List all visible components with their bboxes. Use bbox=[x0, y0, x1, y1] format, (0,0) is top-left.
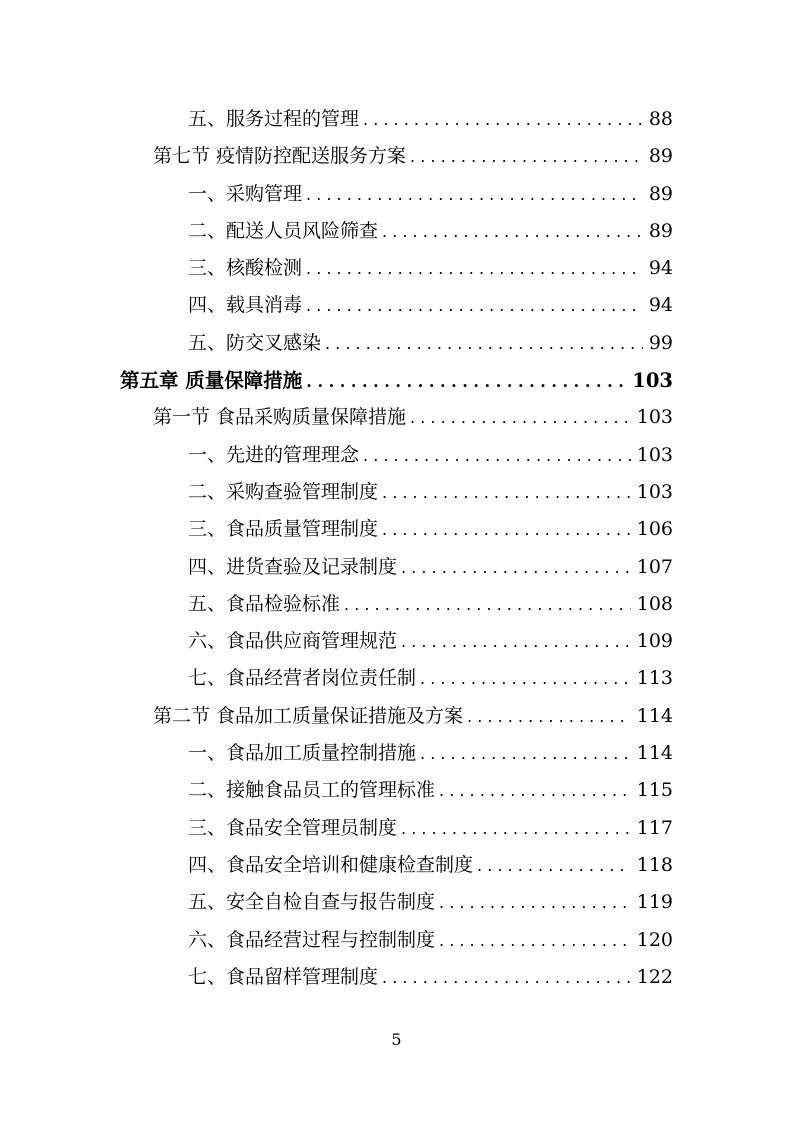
toc-entry-title: 一、先进的管理理念 bbox=[188, 443, 360, 466]
toc-entry-item[interactable] bbox=[0, 810, 793, 847]
toc-entry-title: 第七节 疫情防控配送服务方案 bbox=[153, 145, 407, 168]
dot-leader bbox=[401, 810, 631, 847]
toc-entry-item[interactable] bbox=[0, 884, 793, 921]
toc-entry-title: 一、食品加工质量控制措施 bbox=[188, 742, 417, 765]
toc-entry-item[interactable] bbox=[0, 511, 793, 548]
toc-entry-page-number: 107 bbox=[636, 555, 673, 578]
toc-entry-title: 七、食品留样管理制度 bbox=[188, 965, 379, 988]
toc-entry-item[interactable] bbox=[0, 847, 793, 884]
toc-entry-item[interactable] bbox=[0, 213, 793, 250]
toc-entry-page-number: 103 bbox=[632, 369, 673, 393]
toc-entry-title: 六、食品经营过程与控制制度 bbox=[188, 928, 436, 951]
dot-leader bbox=[306, 250, 643, 287]
toc-entry-title: 六、食品供应商管理规范 bbox=[188, 630, 398, 653]
toc-entry-page-number: 99 bbox=[648, 331, 673, 354]
toc-entry-item[interactable] bbox=[0, 772, 793, 809]
dot-leader bbox=[363, 437, 631, 474]
toc-entry-item[interactable] bbox=[0, 735, 793, 772]
toc-entry-item[interactable] bbox=[0, 474, 793, 511]
toc-entry-page-number: 89 bbox=[648, 219, 673, 242]
toc-entry-page-number: 114 bbox=[636, 704, 673, 727]
toc-entry-item[interactable] bbox=[0, 325, 793, 362]
dot-leader bbox=[401, 623, 631, 660]
toc-entry-page-number: 103 bbox=[636, 480, 673, 503]
dot-leader bbox=[382, 213, 643, 250]
toc-entry-page-number: 103 bbox=[636, 406, 673, 429]
toc-entry-title: 七、食品经营者岗位责任制 bbox=[188, 667, 417, 690]
toc-entry-section[interactable] bbox=[0, 399, 793, 436]
dot-leader bbox=[477, 847, 631, 884]
toc-entry-page-number: 114 bbox=[636, 742, 673, 765]
dot-leader bbox=[306, 363, 626, 400]
toc-entry-item[interactable] bbox=[0, 437, 793, 474]
toc-entry-title: 四、载具消毒 bbox=[188, 294, 303, 317]
dot-leader bbox=[467, 698, 631, 735]
toc-entry-item[interactable] bbox=[0, 101, 793, 138]
toc-entry-page-number: 119 bbox=[636, 891, 673, 914]
toc-entry-page-number: 88 bbox=[648, 108, 673, 130]
toc-entry-page-number: 94 bbox=[648, 257, 673, 280]
dot-leader bbox=[344, 586, 631, 623]
toc-entry-title: 第五章 质量保障措施 bbox=[120, 369, 303, 393]
dot-leader bbox=[410, 399, 631, 436]
toc-entry-title: 三、核酸检测 bbox=[188, 257, 303, 280]
toc-entry-title: 二、采购查验管理制度 bbox=[188, 480, 379, 503]
dot-leader bbox=[439, 884, 631, 921]
toc-entry-page-number: 103 bbox=[636, 443, 673, 466]
dot-leader bbox=[306, 287, 643, 324]
toc-entry-title: 一、采购管理 bbox=[188, 182, 303, 205]
dot-leader bbox=[382, 474, 631, 511]
dot-leader bbox=[410, 138, 643, 175]
dot-leader bbox=[382, 959, 631, 996]
toc-entry-page-number: 89 bbox=[648, 145, 673, 168]
dot-leader bbox=[420, 660, 631, 697]
toc-entry-item[interactable] bbox=[0, 959, 793, 996]
toc-entry-page-number: 113 bbox=[636, 667, 673, 690]
toc-entry-title: 三、食品质量管理制度 bbox=[188, 518, 379, 541]
toc-entry-title: 二、接触食品员工的管理标准 bbox=[188, 779, 436, 802]
table-of-contents bbox=[0, 101, 793, 996]
toc-entry-title: 第一节 食品采购质量保障措施 bbox=[153, 406, 407, 429]
dot-leader bbox=[306, 176, 643, 213]
toc-entry-page-number: 109 bbox=[636, 630, 673, 653]
toc-entry-page-number: 89 bbox=[648, 182, 673, 205]
toc-entry-page-number: 94 bbox=[648, 294, 673, 317]
dot-leader bbox=[363, 101, 643, 138]
toc-entry-title: 五、服务过程的管理 bbox=[188, 108, 360, 130]
page-number-footer: 5 bbox=[391, 1030, 402, 1049]
toc-entry-title: 五、防交叉感染 bbox=[188, 331, 322, 354]
toc-entry-item[interactable] bbox=[0, 922, 793, 959]
toc-entry-page-number: 120 bbox=[636, 928, 673, 951]
toc-entry-title: 二、配送人员风险筛查 bbox=[188, 219, 379, 242]
toc-entry-title: 第二节 食品加工质量保证措施及方案 bbox=[153, 704, 464, 727]
toc-entry-title: 三、食品安全管理员制度 bbox=[188, 816, 398, 839]
toc-entry-title: 五、食品检验标准 bbox=[188, 592, 341, 615]
dot-leader bbox=[439, 922, 631, 959]
toc-entry-page-number: 117 bbox=[636, 816, 673, 839]
toc-entry-title: 四、食品安全培训和健康检查制度 bbox=[188, 853, 474, 876]
dot-leader bbox=[420, 735, 631, 772]
toc-entry-page-number: 122 bbox=[636, 965, 673, 988]
toc-entry-item[interactable] bbox=[0, 287, 793, 324]
toc-entry-title: 四、进货查验及记录制度 bbox=[188, 555, 398, 578]
toc-entry-section[interactable] bbox=[0, 138, 793, 175]
toc-entry-item[interactable] bbox=[0, 623, 793, 660]
dot-leader bbox=[439, 772, 631, 809]
toc-entry-item[interactable] bbox=[0, 549, 793, 586]
toc-entry-item[interactable] bbox=[0, 586, 793, 623]
toc-entry-page-number: 115 bbox=[636, 779, 673, 802]
dot-leader bbox=[325, 325, 643, 362]
dot-leader bbox=[401, 549, 631, 586]
toc-entry-page-number: 108 bbox=[636, 592, 673, 615]
toc-entry-item[interactable] bbox=[0, 176, 793, 213]
toc-entry-chapter[interactable] bbox=[0, 362, 793, 399]
toc-entry-page-number: 106 bbox=[636, 518, 673, 541]
toc-entry-item[interactable] bbox=[0, 250, 793, 287]
dot-leader bbox=[382, 511, 631, 548]
toc-entry-section[interactable] bbox=[0, 698, 793, 735]
toc-entry-item[interactable] bbox=[0, 660, 793, 697]
toc-entry-title: 五、安全自检自查与报告制度 bbox=[188, 891, 436, 914]
toc-entry-page-number: 118 bbox=[636, 853, 673, 876]
